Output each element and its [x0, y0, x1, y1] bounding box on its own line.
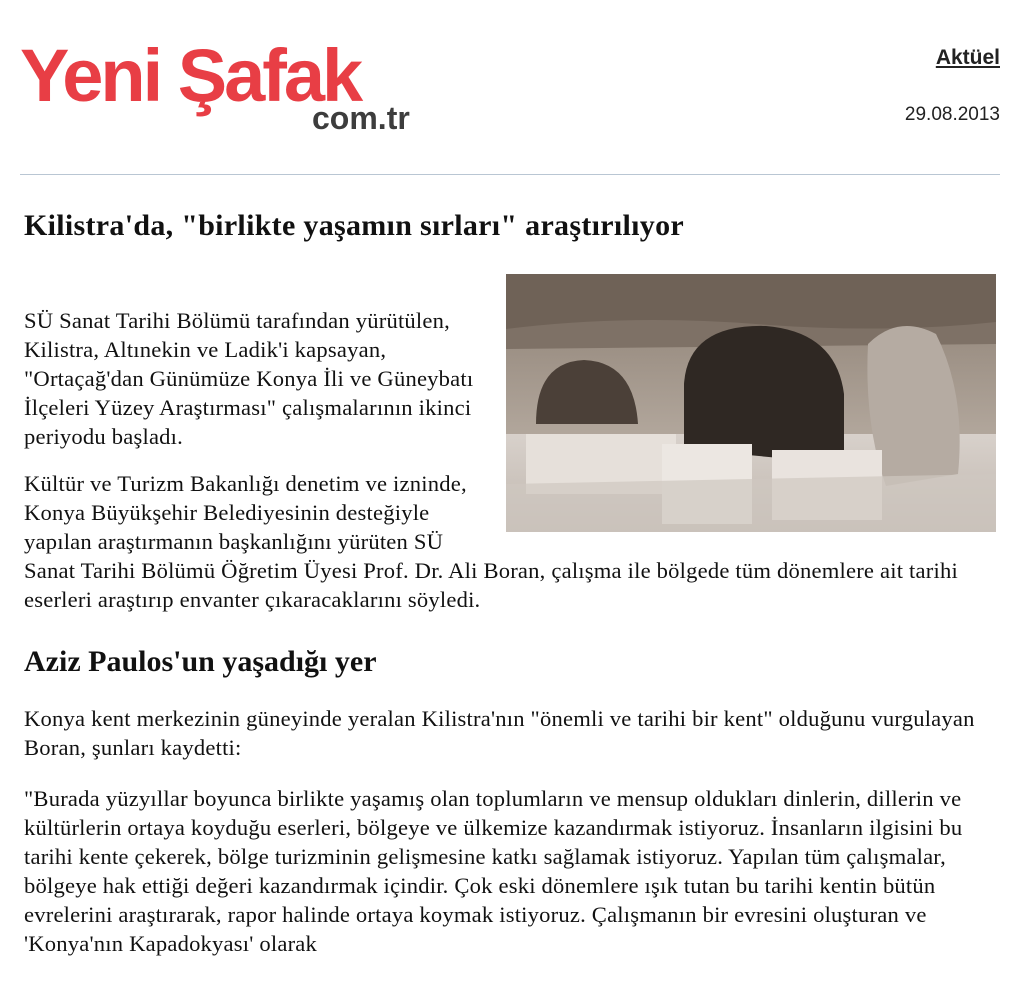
section-link-aktuel[interactable]: Aktüel — [935, 46, 1000, 69]
logo-domain: com.tr — [312, 100, 410, 136]
article-subheading: Aziz Paulos'un yaşadığı yer — [24, 645, 377, 678]
paragraph-4: "Burada yüzyıllar boyunca birlikte yaşamış olan toplumların ve mensup oldukları dinlerin, dillerin ve kültürlerin ortaya koyduğu eserleri, bölgeye ve ülkemize kazandırmak istiyoruz. İnsanların ilgisini bu tarihi kente çekerek, bölge turizminin gelişmesine katkı sağlamak istiyoruz. Yapılan tüm çalışmalar, bölgeye hak ettiği değeri kazandırmak içindir. Çok eski dönemlere ışık tutan bu tarihi kentin bütün evrelerini araştırarak, rapor halinde ortaya koymak istiyoruz. Çalışmanın bir evresini oluşturan ve 'Konya'nın Kapadokyası' olarak — [24, 786, 963, 956]
article-photo — [506, 274, 996, 532]
logo-wordmark: Yeni Şafak — [20, 34, 361, 117]
paragraph-2: Kültür ve Turizm Bakanlığı denetim ve izninde, Konya Büyükşehir Belediyesinin desteğiyle yapılan araştırmanın başkanlığını yürüten SÜ Sanat Tarihi Bölümü Öğretim Üyesi Prof. Dr. Ali Boran, çalışma ile bölgede tüm dönemlere ait tarihi eserleri araştırıp envanter çıkaracaklarını söyledi. — [24, 471, 958, 612]
paragraph-3: Konya kent merkezinin güneyinde yeralan Kilistra'nın "önemli ve tarihi bir kent" olduğunu vurgulayan Boran, şunları kaydetti: — [24, 706, 975, 760]
paragraph-1: SÜ Sanat Tarihi Bölümü tarafından yürütülen, Kilistra, Altınekin ve Ladik'i kapsayan, "Ortaçağ'dan Günümüze Konya İli ve Güneybatı İlçeleri Yüzey Araştırması" çalışmalarının ikinci periyodu başladı. — [24, 308, 474, 449]
publish-date: 29.08.2013 — [904, 104, 1000, 125]
cave-photo-illustration — [506, 274, 996, 532]
site-logo[interactable] — [20, 36, 440, 136]
article-title: Kilistra'da, "birlikte yaşamın sırları" araştırılıyor — [24, 209, 684, 242]
header-divider — [20, 174, 1000, 175]
article — [24, 206, 996, 958]
